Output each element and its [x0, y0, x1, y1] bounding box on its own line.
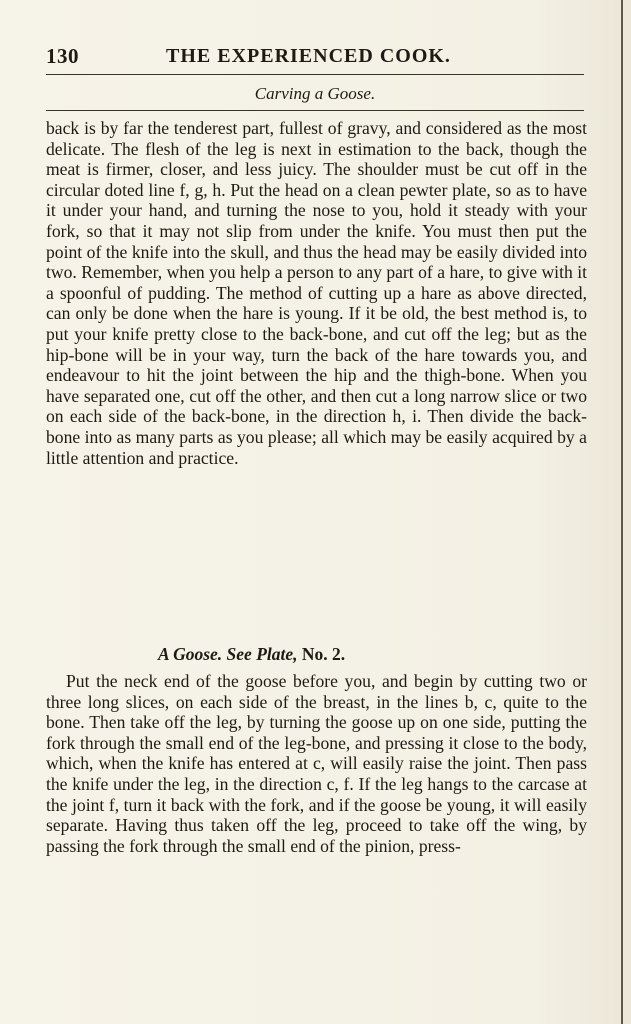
subheading-goose — [46, 644, 587, 665]
subheading-text: A Goose. See Plate, — [158, 644, 298, 664]
section-rule — [46, 110, 584, 111]
section-title: Carving a Goose. — [254, 84, 376, 103]
book-title: THE EXPERIENCED COOK. — [166, 45, 451, 67]
running-head — [46, 44, 586, 70]
paragraph-carving-hare: back is by far the tenderest part, fullest of gravy, and considered as the most delicate. The flesh of the leg is next in estimation to the back, though the meat is firmer, closer, and less juicy. The shoulder must be cut off in the circular doted line f, g, h. Put the head on a clean pewter plate, so as to have it under your hand, and turning the nose to you, hold it steady with your fork, so that it may not slip from under the knife. You must then put the point of the knife into the skull, and thus the head may be easily divided into two. Remember, when you help a person to any part of a hare, to give with it a spoonful of pudding. The method of cutting up a hare as above directed, can only be done when the hare is young. If it be old, the best method is, to put your knife pretty close to the back-bone, and cut off the leg; but as the hip-bone will be in your way, turn the back of the hare towards you, and endeavour to hit the joint between the hip and the thigh-bone. When you have separated one, cut off the other, and then cut a long narrow slice or two on each side of the back-bone, in the direction h, i. Then divide the back-bone into as many parts as you please; all which may be easily acquired by a little attention and practice. — [46, 118, 587, 468]
paragraph-carving-goose: Put the neck end of the goose before you, and begin by cutting two or three long slices, on each side of the breast, in the lines b, c, quite to the bone. Then take off the leg, by turning the goose up on one side, putting the fork through the small end of the leg-bone, and pressing it close to the body, which, when the knife has entered at c, will easily raise the joint. Then pass the knife under the leg, in the direction c, f. If the leg hangs to the carcase at the joint f, turn it back with the fork, and if the goose be young, it will easily separate. Having thus taken off the leg, proceed to take off the wing, by passing the fork through the small end of the pinion, press- — [46, 671, 587, 856]
subheading-number: No. 2. — [301, 644, 346, 664]
header-rule — [46, 74, 584, 75]
page-edge-line — [621, 0, 623, 1024]
page-number: 130 — [46, 44, 79, 68]
